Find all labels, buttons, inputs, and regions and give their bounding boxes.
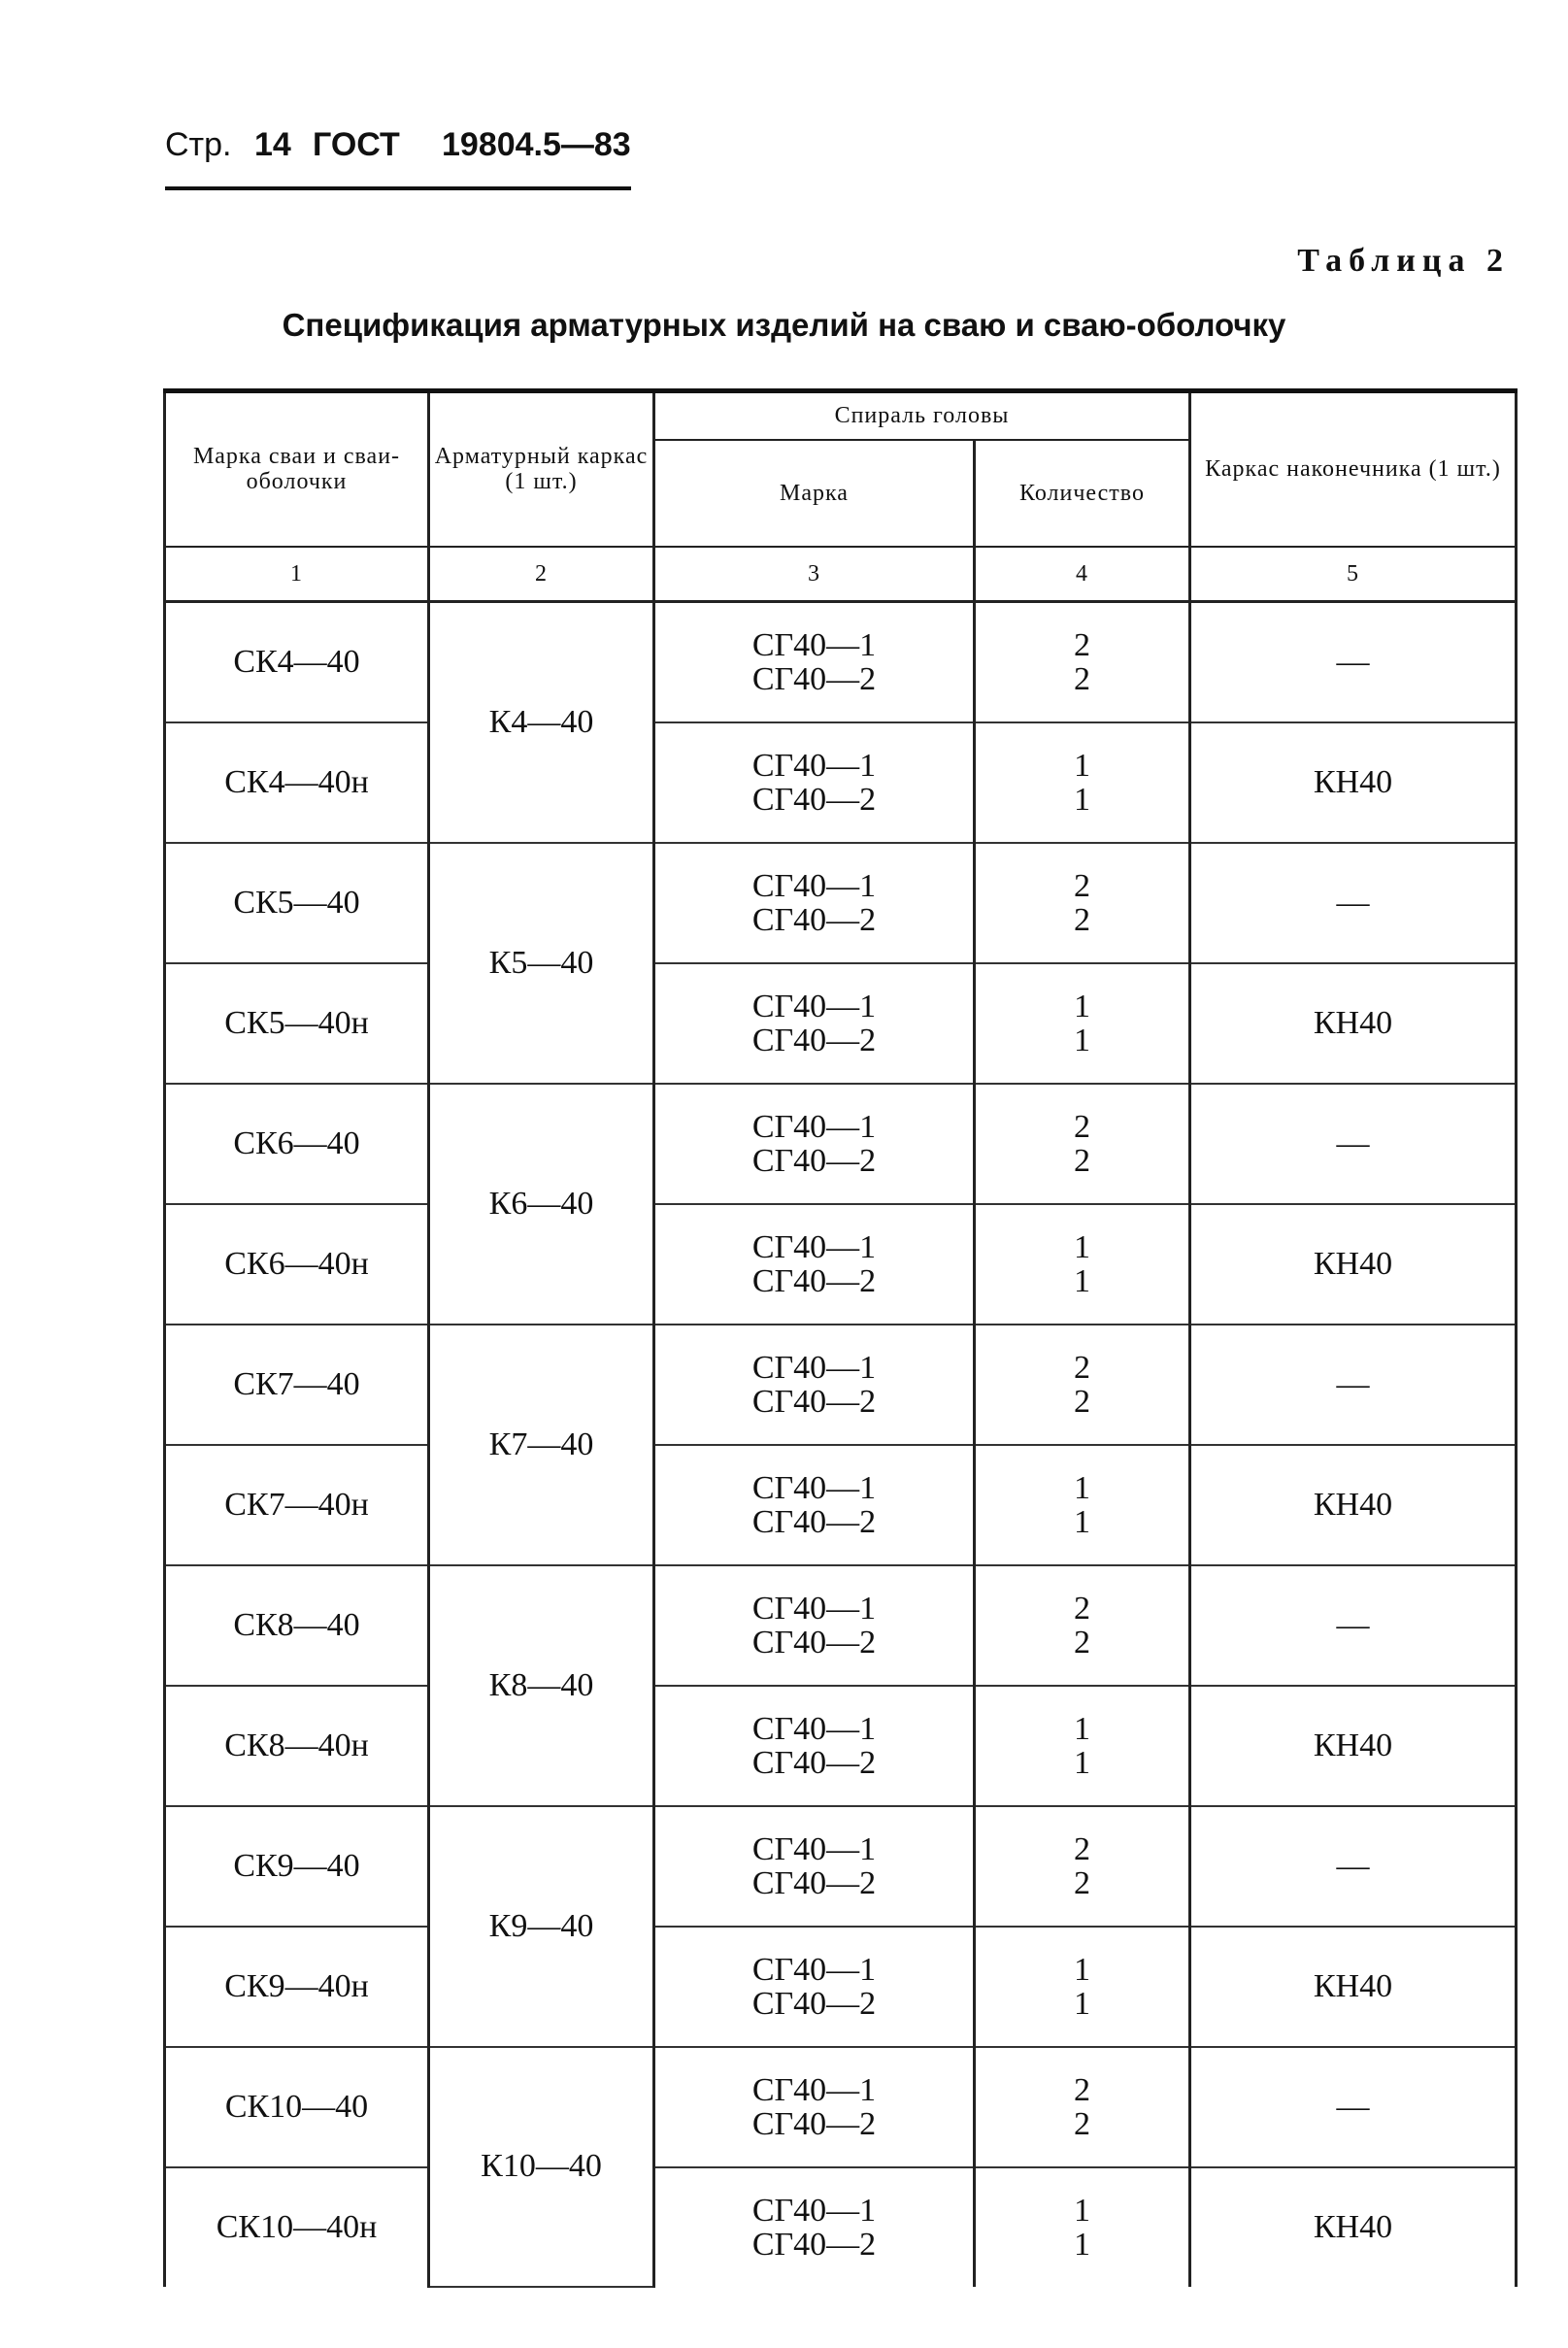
spiral-qty: 2 [1074,660,1090,697]
spiral-mark-cell [654,1806,975,1927]
rebar-frame-cell: К6—40 [429,1084,654,1325]
tip-frame-cell: — [1190,2047,1517,2167]
spiral-mark: СГ40—1 [751,2071,877,2108]
table-row [165,963,1517,1084]
spiral-qty-cell [975,1445,1190,1565]
spiral-qty-cell [975,843,1190,963]
table-row [165,843,1517,963]
spiral-mark: СГ40—1 [751,1951,877,1988]
pile-mark-cell: СК9—40 [165,1806,429,1927]
table-row [165,1445,1517,1565]
spiral-qty-cell [975,1204,1190,1325]
rebar-frame-cell: К5—40 [429,843,654,1084]
spiral-qty-cell [975,1686,1190,1806]
table-row [165,1325,1517,1445]
spiral-qty-cell [975,2047,1190,2167]
spiral-mark: СГ40—2 [751,1744,877,1781]
pile-mark-cell: СК8—40 [165,1565,429,1686]
table-row [165,1686,1517,1806]
page-number: 14 [254,126,291,163]
spiral-qty-cell [975,722,1190,843]
table-row [165,1927,1517,2047]
spiral-qty: 1 [1074,1744,1090,1781]
spiral-qty: 2 [1074,626,1090,663]
spiral-mark: СГ40—2 [751,1503,877,1540]
spiral-mark-cell [654,1565,975,1686]
spiral-mark-cell [654,1686,975,1806]
tip-frame-cell: — [1190,1325,1517,1445]
tip-frame-cell: КН40 [1190,1686,1517,1806]
spiral-mark-cell [654,722,975,843]
page-header [165,126,631,190]
tip-frame-cell: — [1190,601,1517,722]
tip-frame-cell: — [1190,1806,1517,1927]
spiral-qty: 2 [1074,1142,1090,1179]
spiral-mark-cell [654,2047,975,2167]
table-header [165,391,1517,602]
spiral-qty: 2 [1074,1864,1090,1901]
spiral-mark: СГ40—2 [751,1864,877,1901]
column-number: 4 [975,547,1190,602]
spiral-mark: СГ40—2 [751,1985,877,2022]
col-header-spiral-qty: Количество [975,440,1190,547]
rebar-frame-cell: К9—40 [429,1806,654,2047]
table-row [165,1806,1517,1927]
spiral-mark: СГ40—1 [751,1830,877,1867]
spiral-qty: 2 [1074,1349,1090,1386]
spiral-qty: 1 [1074,1985,1090,2022]
tip-frame-cell: — [1190,1084,1517,1204]
spiral-qty: 2 [1074,1383,1090,1420]
standard-label: ГОСТ [313,126,400,163]
table-row [165,1084,1517,1204]
spiral-mark: СГ40—1 [751,988,877,1024]
rebar-frame-cell: К10—40 [429,2047,654,2287]
spiral-qty: 1 [1074,1228,1090,1265]
table-row [165,2047,1517,2167]
tip-frame-cell: — [1190,843,1517,963]
spiral-qty-cell [975,1927,1190,2047]
table-row [165,722,1517,843]
spiral-mark: СГ40—1 [751,747,877,784]
spiral-mark-cell [654,1325,975,1445]
spiral-qty: 2 [1074,1108,1090,1145]
spiral-mark: СГ40—1 [751,867,877,904]
spiral-qty: 1 [1074,747,1090,784]
spiral-mark: СГ40—1 [751,2192,877,2229]
spiral-qty: 2 [1074,867,1090,904]
table-body [165,601,1517,2287]
tip-frame-cell: — [1190,1565,1517,1686]
tip-frame-cell: КН40 [1190,963,1517,1084]
spiral-qty: 2 [1074,1830,1090,1867]
pile-mark-cell: СК10—40н [165,2167,429,2287]
spiral-mark-cell [654,963,975,1084]
spiral-qty-cell [975,1565,1190,1686]
table-label: Таблица 2 [1297,243,1510,279]
spiral-qty: 2 [1074,1624,1090,1660]
column-number: 2 [429,547,654,602]
col-header-pile-mark: Марка сваи и сваи-оболочки [165,391,429,547]
pile-mark-cell: СК7—40 [165,1325,429,1445]
spiral-mark: СГ40—2 [751,901,877,938]
col-header-head-spiral: Спираль головы [654,391,1190,440]
spiral-mark: СГ40—1 [751,1469,877,1506]
spiral-qty: 1 [1074,781,1090,818]
rebar-frame-cell: К8—40 [429,1565,654,1806]
spiral-mark-cell [654,843,975,963]
pile-mark-cell: СК7—40н [165,1445,429,1565]
spiral-qty: 2 [1074,2071,1090,2108]
pile-mark-cell: СК4—40 [165,601,429,722]
spiral-mark: СГ40—2 [751,2226,877,2263]
spiral-mark-cell [654,1204,975,1325]
pile-mark-cell: СК10—40 [165,2047,429,2167]
pile-mark-cell: СК5—40н [165,963,429,1084]
col-header-tip-frame: Каркас наконечника (1 шт.) [1190,391,1517,547]
pile-mark-cell: СК6—40н [165,1204,429,1325]
spiral-qty-cell [975,1325,1190,1445]
column-number: 3 [654,547,975,602]
pile-mark-cell: СК8—40н [165,1686,429,1806]
spiral-mark: СГ40—1 [751,1349,877,1386]
spiral-qty: 1 [1074,1469,1090,1506]
spiral-mark-cell [654,2167,975,2287]
spiral-qty: 1 [1074,1503,1090,1540]
spiral-mark: СГ40—2 [751,2105,877,2142]
rebar-frame-cell: К7—40 [429,1325,654,1565]
table-row [165,1204,1517,1325]
column-numbers-row [165,547,1517,602]
spiral-mark: СГ40—1 [751,1590,877,1627]
pile-mark-cell: СК9—40н [165,1927,429,2047]
col-header-rebar-frame: Арматурный каркас (1 шт.) [429,391,654,547]
spiral-qty: 2 [1074,1590,1090,1627]
spiral-mark: СГ40—2 [751,1262,877,1299]
pile-mark-cell: СК5—40 [165,843,429,963]
spiral-mark: СГ40—2 [751,1624,877,1660]
table-row [165,1565,1517,1686]
rebar-frame-cell: К4—40 [429,601,654,843]
spiral-qty: 1 [1074,2192,1090,2229]
tip-frame-cell: КН40 [1190,1204,1517,1325]
spiral-mark: СГ40—2 [751,1142,877,1179]
tip-frame-cell: КН40 [1190,722,1517,843]
tip-frame-cell: КН40 [1190,2167,1517,2287]
specification-table [163,388,1518,2288]
spiral-qty: 1 [1074,1262,1090,1299]
spiral-mark: СГ40—1 [751,1228,877,1265]
spiral-mark-cell [654,1084,975,1204]
spiral-mark: СГ40—2 [751,660,877,697]
pile-mark-cell: СК6—40 [165,1084,429,1204]
spiral-qty-cell [975,1806,1190,1927]
spiral-qty-cell [975,2167,1190,2287]
document-number: 19804.5—83 [442,126,631,163]
spiral-mark: СГ40—1 [751,1108,877,1145]
spiral-mark: СГ40—2 [751,781,877,818]
spiral-qty: 1 [1074,1951,1090,1988]
spiral-qty: 1 [1074,1022,1090,1058]
spiral-mark: СГ40—2 [751,1022,877,1058]
table-title: Спецификация арматурных изделий на сваю и сваю-оболочку [282,307,1286,343]
table-row [165,601,1517,722]
spiral-qty: 1 [1074,1710,1090,1747]
page-label: Стр. [165,126,232,163]
spiral-qty-cell [975,963,1190,1084]
col-header-spiral-mark: Марка [654,440,975,547]
spiral-mark: СГ40—2 [751,1383,877,1420]
spiral-qty-cell [975,601,1190,722]
column-number: 5 [1190,547,1517,602]
spiral-mark-cell [654,601,975,722]
spiral-qty: 2 [1074,2105,1090,2142]
tip-frame-cell: КН40 [1190,1445,1517,1565]
spiral-qty-cell [975,1084,1190,1204]
column-number: 1 [165,547,429,602]
spiral-mark: СГ40—1 [751,1710,877,1747]
spiral-qty: 1 [1074,2226,1090,2263]
spiral-mark-cell [654,1445,975,1565]
table-row [165,2167,1517,2287]
spiral-mark-cell [654,1927,975,2047]
pile-mark-cell: СК4—40н [165,722,429,843]
spiral-qty: 2 [1074,901,1090,938]
spiral-qty: 1 [1074,988,1090,1024]
spiral-mark: СГ40—1 [751,626,877,663]
tip-frame-cell: КН40 [1190,1927,1517,2047]
